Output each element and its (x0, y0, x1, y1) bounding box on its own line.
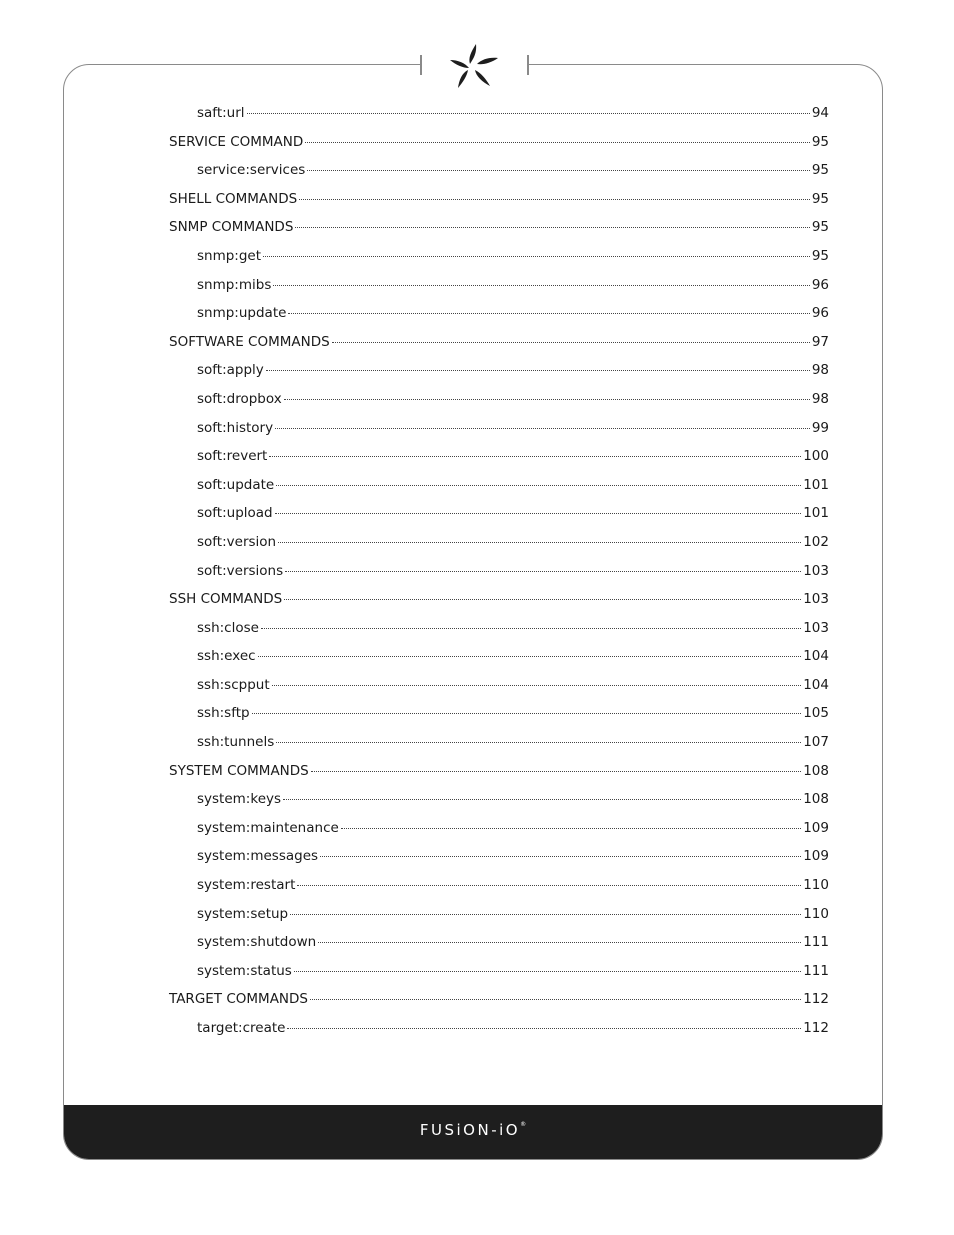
toc-leader-dots (247, 113, 810, 114)
toc-leader-dots (263, 256, 810, 257)
toc-entry-title: SSH COMMANDS (169, 591, 283, 608)
toc-entry-title: snmp:get (197, 247, 262, 264)
toc-leader-dots (294, 971, 801, 972)
toc-entry-page: 94 (811, 105, 829, 121)
toc-entry[interactable] (169, 505, 829, 534)
toc-leader-dots (297, 885, 801, 886)
toc-leader-dots (261, 628, 801, 629)
frame-tick-right (527, 55, 529, 75)
toc-entry-page: 104 (803, 648, 829, 665)
toc-entry-title: SHELL COMMANDS (169, 190, 298, 207)
toc-entry[interactable] (169, 391, 829, 420)
footer-brand-logo (64, 1121, 882, 1139)
toc-entry-page: 98 (811, 362, 829, 379)
toc-leader-dots (278, 542, 801, 543)
toc-entry-title: ssh:exec (197, 648, 256, 665)
toc-entry-title: snmp:update (197, 305, 287, 322)
toc-entry-page: 96 (811, 276, 829, 293)
brand-registered-mark: ® (520, 1121, 527, 1128)
toc-entry-page: 108 (803, 791, 829, 808)
toc-entry-title: soft:versions (197, 562, 284, 579)
toc-entry-page: 111 (803, 962, 829, 979)
toc-entry-page: 95 (811, 133, 829, 150)
toc-entry-title: saft:url (197, 105, 245, 121)
toc-leader-dots (276, 485, 801, 486)
fusion-io-star-icon (446, 42, 502, 90)
toc-entry-page: 109 (803, 819, 829, 836)
toc-entry-page: 99 (811, 419, 829, 436)
toc-entry-page: 109 (803, 848, 829, 865)
toc-entry-title: soft:version (197, 533, 277, 550)
table-of-contents (169, 105, 829, 1049)
toc-entry-title: SOFTWARE COMMANDS (169, 333, 330, 350)
footer-bar (64, 1105, 882, 1159)
toc-entry-title: snmp:mibs (197, 276, 272, 293)
toc-entry-title: TARGET COMMANDS (169, 991, 308, 1008)
toc-entry-page: 102 (803, 533, 829, 550)
toc-entry-page: 103 (803, 619, 829, 636)
toc-entry-title: system:setup (197, 905, 289, 922)
toc-entry[interactable] (169, 420, 829, 449)
toc-entry-title: system:status (197, 962, 292, 979)
toc-leader-dots (285, 571, 801, 572)
toc-leader-dots (275, 513, 802, 514)
toc-entry-page: 95 (811, 190, 829, 207)
toc-entry-page: 95 (811, 162, 829, 179)
toc-leader-dots (295, 227, 809, 228)
toc-leader-dots (284, 599, 801, 600)
toc-entry-page: 110 (803, 877, 829, 894)
toc-entry-title: system:messages (197, 848, 319, 865)
brand-text: FUSiON-iO (419, 1121, 521, 1139)
toc-entry-page: 107 (803, 734, 829, 751)
toc-entry[interactable] (169, 820, 829, 849)
toc-entry[interactable] (169, 477, 829, 506)
toc-leader-dots (311, 771, 801, 772)
toc-entry-page: 104 (803, 676, 829, 693)
toc-leader-dots (288, 313, 809, 314)
toc-entry-page: 112 (803, 1020, 829, 1036)
toc-leader-dots (273, 285, 809, 286)
frame-tick-left (420, 55, 422, 75)
toc-entry-title: ssh:sftp (197, 705, 250, 722)
toc-leader-dots (284, 399, 810, 400)
toc-leader-dots (307, 170, 810, 171)
toc-entry-page: 96 (811, 305, 829, 322)
toc-entry-title: soft:history (197, 419, 274, 436)
toc-leader-dots (299, 199, 810, 200)
toc-entry-page: 111 (803, 934, 829, 951)
toc-leader-dots (310, 999, 801, 1000)
toc-entry[interactable] (169, 277, 829, 306)
toc-leader-dots (283, 799, 801, 800)
toc-entry-title: soft:apply (197, 362, 264, 379)
toc-leader-dots (290, 914, 801, 915)
toc-leader-dots (269, 456, 801, 457)
toc-entry[interactable] (169, 1020, 829, 1049)
toc-entry[interactable] (169, 534, 829, 563)
toc-entry-page: 98 (811, 390, 829, 407)
toc-leader-dots (258, 656, 802, 657)
toc-entry-page: 95 (811, 219, 829, 236)
toc-leader-dots (275, 428, 810, 429)
toc-entry[interactable] (169, 162, 829, 191)
toc-leader-dots (252, 713, 802, 714)
toc-entry[interactable] (169, 620, 829, 649)
toc-entry[interactable] (169, 906, 829, 935)
toc-entry-title: system:restart (197, 877, 296, 894)
toc-entry-page: 110 (803, 905, 829, 922)
toc-entry[interactable] (169, 705, 829, 734)
toc-entry[interactable] (169, 877, 829, 906)
toc-entry-page: 103 (803, 591, 829, 608)
toc-entry[interactable] (169, 791, 829, 820)
toc-entry-title: ssh:tunnels (197, 734, 275, 751)
toc-entry-title: target:create (197, 1020, 286, 1036)
toc-leader-dots (305, 142, 810, 143)
toc-entry-page: 97 (811, 333, 829, 350)
toc-entry[interactable] (169, 191, 829, 220)
toc-entry[interactable] (169, 563, 829, 592)
toc-leader-dots (287, 1028, 801, 1029)
toc-entry-title: SYSTEM COMMANDS (169, 762, 309, 779)
toc-entry-page: 101 (803, 505, 829, 522)
toc-entry[interactable] (169, 362, 829, 391)
toc-entry-title: SERVICE COMMAND (169, 133, 304, 150)
toc-entry[interactable] (169, 734, 829, 763)
toc-leader-dots (272, 685, 802, 686)
toc-entry[interactable] (169, 219, 829, 248)
toc-entry-page: 100 (803, 448, 829, 465)
toc-leader-dots (276, 742, 801, 743)
toc-entry[interactable] (169, 991, 829, 1020)
toc-entry-title: system:maintenance (197, 819, 339, 836)
toc-entry[interactable] (169, 591, 829, 620)
toc-entry[interactable] (169, 677, 829, 706)
toc-entry-title: soft:dropbox (197, 390, 282, 407)
toc-entry-page: 112 (803, 991, 829, 1008)
toc-leader-dots (318, 942, 801, 943)
toc-leader-dots (320, 856, 801, 857)
toc-entry-page: 95 (811, 247, 829, 264)
toc-entry-title: ssh:close (197, 619, 259, 636)
toc-leader-dots (332, 342, 810, 343)
toc-entry-title: ssh:scpput (197, 676, 270, 693)
toc-entry[interactable] (169, 934, 829, 963)
toc-entry-page: 108 (803, 762, 829, 779)
toc-entry-title: system:keys (197, 791, 282, 808)
toc-entry-page: 101 (803, 476, 829, 493)
toc-entry[interactable] (169, 105, 829, 134)
toc-entry-title: soft:revert (197, 448, 268, 465)
toc-entry[interactable] (169, 248, 829, 277)
toc-entry[interactable] (169, 763, 829, 792)
toc-entry[interactable] (169, 334, 829, 363)
toc-leader-dots (266, 370, 810, 371)
toc-entry[interactable] (169, 963, 829, 992)
toc-entry-title: soft:upload (197, 505, 273, 522)
toc-entry-title: system:shutdown (197, 934, 317, 951)
toc-entry-title: SNMP COMMANDS (169, 219, 294, 236)
toc-entry-title: service:services (197, 162, 306, 179)
toc-entry-page: 105 (803, 705, 829, 722)
toc-entry[interactable] (169, 134, 829, 163)
toc-entry[interactable] (169, 848, 829, 877)
toc-entry-title: soft:update (197, 476, 275, 493)
toc-entry[interactable] (169, 648, 829, 677)
toc-entry[interactable] (169, 448, 829, 477)
toc-entry-page: 103 (803, 562, 829, 579)
toc-entry[interactable] (169, 305, 829, 334)
toc-leader-dots (341, 828, 801, 829)
